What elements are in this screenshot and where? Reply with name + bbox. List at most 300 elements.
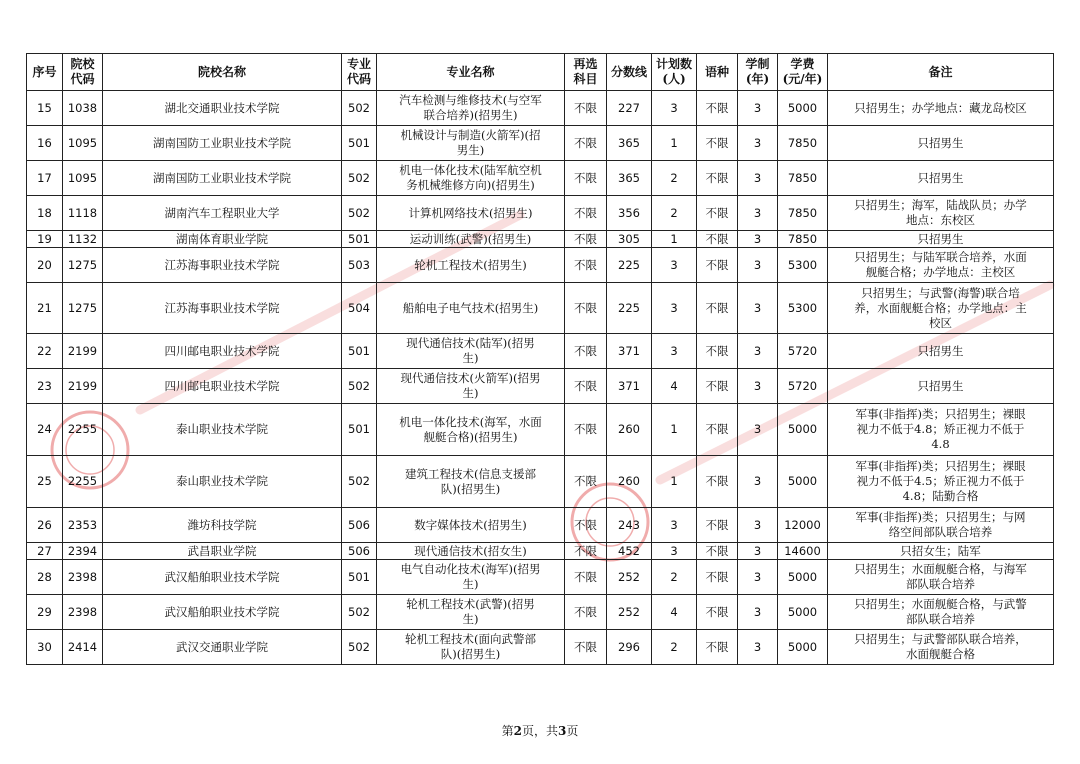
- remarks-cell: [828, 126, 1054, 161]
- seq-cell: 25: [27, 456, 63, 508]
- reselect-subject-cell: 不限: [565, 543, 607, 560]
- major-name-cell: [377, 231, 565, 248]
- table-row: [27, 508, 1054, 543]
- reselect-subject-cell: 不限: [565, 283, 607, 334]
- duration-cell: 3: [738, 126, 778, 161]
- school-name-cell: 湖南汽车工程职业大学: [103, 196, 342, 231]
- seq-cell: 18: [27, 196, 63, 231]
- remarks-cell-line: 4.8；陆勤合格: [902, 489, 979, 503]
- duration-cell: 3: [738, 404, 778, 456]
- major-name-cell-line: 队)(招男生): [440, 647, 501, 661]
- seq-cell: 24: [27, 404, 63, 456]
- table-row: [27, 231, 1054, 248]
- tuition-cell: 5000: [778, 560, 828, 595]
- language-cell: 不限: [697, 196, 738, 231]
- remarks-cell: [828, 630, 1054, 665]
- school-code-cell: 2255: [63, 404, 103, 456]
- remarks-cell-line: 只招男生；水面舰艇合格，与海军: [854, 562, 1027, 576]
- major-name-cell: [377, 508, 565, 543]
- footer-middle: 页，共: [521, 724, 558, 738]
- major-name-cell-line: 生): [462, 612, 479, 626]
- header-line: 学费: [790, 57, 815, 71]
- remarks-cell-line: 只招男生；海军，陆战队员；办学: [854, 198, 1027, 212]
- tuition-header: [778, 54, 828, 91]
- major-code-cell: 501: [342, 334, 377, 369]
- duration-cell: 3: [738, 630, 778, 665]
- reselect-subject-cell: 不限: [565, 630, 607, 665]
- major-name-cell: [377, 369, 565, 404]
- school-code-cell: 1038: [63, 91, 103, 126]
- tuition-cell: 14600: [778, 543, 828, 560]
- plan-count-cell: 2: [652, 630, 697, 665]
- major-code-cell: 506: [342, 508, 377, 543]
- score-line-cell: 243: [607, 508, 652, 543]
- language-cell: 不限: [697, 91, 738, 126]
- duration-cell: 3: [738, 161, 778, 196]
- duration-cell: 3: [738, 508, 778, 543]
- plan-count-cell: 2: [652, 560, 697, 595]
- major-code-cell: 502: [342, 196, 377, 231]
- tuition-cell: 7850: [778, 161, 828, 196]
- school-name-cell: 泰山职业技术学院: [103, 456, 342, 508]
- tuition-cell: 5000: [778, 630, 828, 665]
- remarks-cell: [828, 334, 1054, 369]
- seq-cell: 22: [27, 334, 63, 369]
- score-line-cell: 252: [607, 560, 652, 595]
- remarks-cell-line: 视力不低于4.5；矫正视力不低于: [856, 474, 1025, 488]
- tuition-cell: 5300: [778, 283, 828, 334]
- seq-cell: 17: [27, 161, 63, 196]
- seq-cell: 29: [27, 595, 63, 630]
- major-name-cell-line: 生): [462, 577, 479, 591]
- reselect-subject-cell: 不限: [565, 404, 607, 456]
- duration-cell: 3: [738, 91, 778, 126]
- school-name-header: [103, 54, 342, 91]
- school-name-cell: 湖南国防工业职业技术学院: [103, 161, 342, 196]
- header-line: 代码: [70, 72, 95, 86]
- remarks-cell-line: 校区: [929, 315, 952, 330]
- school-name-cell: 武汉交通职业学院: [103, 630, 342, 665]
- language-cell: 不限: [697, 456, 738, 508]
- seq-cell: 28: [27, 560, 63, 595]
- school-code-cell: 1095: [63, 161, 103, 196]
- remarks-cell-line: 只招男生；水面舰艇合格，与武警: [854, 597, 1027, 611]
- major-name-cell-line: 生): [462, 386, 479, 400]
- remarks-cell-line: 络空间部队联合培养: [888, 525, 993, 539]
- major-code-cell: 502: [342, 456, 377, 508]
- score-line-cell: 227: [607, 91, 652, 126]
- school-name-cell: 武汉船舶职业技术学院: [103, 560, 342, 595]
- remarks-cell: [828, 560, 1054, 595]
- remarks-cell: [828, 283, 1054, 334]
- school-code-cell: 2398: [63, 595, 103, 630]
- plan-count-cell: 3: [652, 543, 697, 560]
- header-line: (年): [745, 72, 770, 86]
- reselect-subject-cell: 不限: [565, 231, 607, 248]
- score-line-cell: 371: [607, 334, 652, 369]
- remarks-cell-line: 只招男生: [917, 343, 964, 358]
- tuition-cell: 12000: [778, 508, 828, 543]
- language-cell: 不限: [697, 508, 738, 543]
- school-code-cell: 1095: [63, 126, 103, 161]
- remarks-cell: [828, 231, 1054, 248]
- major-name-cell: [377, 91, 565, 126]
- major-code-cell: 501: [342, 560, 377, 595]
- table-row: [27, 369, 1054, 404]
- header-line: 科目: [573, 72, 598, 86]
- remarks-header: [828, 54, 1054, 91]
- major-name-cell: [377, 334, 565, 369]
- header-line: 备注: [928, 64, 953, 79]
- tuition-cell: 7850: [778, 196, 828, 231]
- remarks-cell-line: 只招男生: [917, 231, 964, 246]
- major-code-cell: 502: [342, 91, 377, 126]
- table-row: [27, 126, 1054, 161]
- remarks-cell-line: 只招男生；与陆军联合培养，水面: [854, 250, 1027, 264]
- footer-total-pages: 3: [558, 724, 567, 738]
- major-name-cell: [377, 456, 565, 508]
- remarks-cell-line: 只招男生；与武警(海警)联合培: [861, 285, 1020, 300]
- duration-cell: 3: [738, 369, 778, 404]
- score-line-cell: 371: [607, 369, 652, 404]
- plan-count-cell: 3: [652, 248, 697, 283]
- header-line: 专业: [346, 57, 371, 71]
- major-name-cell-line: 联合培养)(招男生): [423, 108, 518, 122]
- language-cell: 不限: [697, 126, 738, 161]
- tuition-cell: 7850: [778, 231, 828, 248]
- school-code-cell: 1275: [63, 248, 103, 283]
- major-name-cell: [377, 595, 565, 630]
- major-name-header: [377, 54, 565, 91]
- duration-cell: 3: [738, 334, 778, 369]
- seq-cell: 16: [27, 126, 63, 161]
- major-code-cell: 501: [342, 231, 377, 248]
- reselect-subject-cell: 不限: [565, 595, 607, 630]
- duration-header: [738, 54, 778, 91]
- school-code-cell: 2398: [63, 560, 103, 595]
- score-line-cell: 225: [607, 248, 652, 283]
- language-cell: 不限: [697, 543, 738, 560]
- major-name-cell-line: 电气自动化技术(海军)(招男: [400, 562, 541, 576]
- remarks-cell: [828, 196, 1054, 231]
- remarks-cell-line: 只招女生；陆军: [900, 543, 981, 558]
- language-cell: 不限: [697, 404, 738, 456]
- language-cell: 不限: [697, 369, 738, 404]
- major-code-cell: 502: [342, 369, 377, 404]
- footer-prefix: 第: [501, 724, 514, 738]
- major-name-cell-line: 数字媒体技术(招男生): [414, 517, 527, 532]
- score-line-cell: 260: [607, 404, 652, 456]
- major-code-header: [342, 54, 377, 91]
- school-name-cell: 四川邮电职业技术学院: [103, 369, 342, 404]
- header-line: 语种: [704, 64, 729, 79]
- major-name-cell-line: 队)(招男生): [440, 481, 501, 496]
- reselect-subject-cell: 不限: [565, 369, 607, 404]
- tuition-cell: 5000: [778, 404, 828, 456]
- school-code-header: [63, 54, 103, 91]
- reselect-subject-cell: 不限: [565, 334, 607, 369]
- plan-count-cell: 1: [652, 231, 697, 248]
- major-name-cell-line: 现代通信技术(招女生): [414, 543, 527, 558]
- school-code-cell: 1118: [63, 196, 103, 231]
- plan-count-cell: 1: [652, 456, 697, 508]
- plan-count-cell: 4: [652, 369, 697, 404]
- major-code-cell: 502: [342, 161, 377, 196]
- major-name-cell-line: 轮机工程技术(武警)(招男: [406, 597, 535, 611]
- header-line: 代码: [346, 72, 371, 86]
- major-name-cell-line: 现代通信技术(火箭军)(招男: [400, 371, 541, 385]
- table-row: [27, 334, 1054, 369]
- major-name-cell: [377, 283, 565, 334]
- major-code-cell: 501: [342, 404, 377, 456]
- header-line: 序号: [32, 64, 57, 79]
- school-code-cell: 2199: [63, 369, 103, 404]
- table-row: [27, 630, 1054, 665]
- school-name-cell: 湖南国防工业职业技术学院: [103, 126, 342, 161]
- major-name-cell-line: 机械设计与制造(火箭军)(招: [400, 128, 541, 142]
- plan-count-cell: 4: [652, 595, 697, 630]
- remarks-cell-line: 只招男生: [917, 170, 964, 185]
- reselect-subject-cell: 不限: [565, 126, 607, 161]
- major-code-cell: 504: [342, 283, 377, 334]
- school-name-cell: 泰山职业技术学院: [103, 404, 342, 456]
- language-cell: 不限: [697, 595, 738, 630]
- reselect-subject-cell: 不限: [565, 196, 607, 231]
- school-code-cell: 2255: [63, 456, 103, 508]
- footer-suffix: 页: [566, 724, 579, 738]
- admission-table: [26, 53, 1054, 665]
- major-code-cell: 506: [342, 543, 377, 560]
- remarks-cell-line: 军事(非指挥)类；只招男生；与网: [855, 510, 1026, 524]
- plan-count-cell: 1: [652, 126, 697, 161]
- duration-cell: 3: [738, 196, 778, 231]
- remarks-cell-line: 地点：东校区: [906, 213, 975, 227]
- remarks-cell-line: 水面舰艇合格: [906, 647, 975, 661]
- remarks-cell-line: 部队联合培养: [906, 612, 975, 626]
- school-name-cell: 潍坊科技学院: [103, 508, 342, 543]
- seq-cell: 21: [27, 283, 63, 334]
- major-name-cell-line: 船舶电子电气技术(招男生): [402, 300, 539, 315]
- seq-cell: 19: [27, 231, 63, 248]
- table-row: [27, 248, 1054, 283]
- remarks-cell: [828, 369, 1054, 404]
- language-cell: 不限: [697, 161, 738, 196]
- remarks-cell: [828, 508, 1054, 543]
- remarks-cell-line: 4.8: [931, 437, 950, 451]
- major-code-cell: 502: [342, 630, 377, 665]
- header-line: 专业名称: [446, 64, 495, 79]
- tuition-cell: 5000: [778, 595, 828, 630]
- major-name-cell-line: 轮机工程技术(招男生): [414, 257, 527, 272]
- score-line-header: [607, 54, 652, 91]
- reselect-subject-cell: 不限: [565, 560, 607, 595]
- language-cell: 不限: [697, 283, 738, 334]
- school-code-cell: 2353: [63, 508, 103, 543]
- major-name-cell-line: 轮机工程技术(面向武警部: [405, 632, 536, 646]
- header-line: 再选: [573, 57, 598, 71]
- remarks-cell: [828, 161, 1054, 196]
- seq-cell: 30: [27, 630, 63, 665]
- major-name-cell-line: 舰艇合格)(招男生): [423, 429, 518, 444]
- tuition-cell: 5720: [778, 334, 828, 369]
- major-name-cell-line: 男生): [456, 143, 485, 157]
- major-name-cell: [377, 126, 565, 161]
- language-cell: 不限: [697, 630, 738, 665]
- seq-cell: 27: [27, 543, 63, 560]
- remarks-cell-line: 只招男生；办学地点：藏龙岛校区: [854, 100, 1027, 115]
- major-name-cell: [377, 161, 565, 196]
- major-name-cell-line: 机电一体化技术(海军，水面: [399, 414, 542, 429]
- duration-cell: 3: [738, 456, 778, 508]
- header-line: 院校: [70, 57, 95, 71]
- seq-cell: 20: [27, 248, 63, 283]
- score-line-cell: 225: [607, 283, 652, 334]
- footer-page-number: 2: [513, 724, 522, 738]
- school-name-cell: 湖南体育职业学院: [103, 231, 342, 248]
- remarks-cell: [828, 248, 1054, 283]
- plan-count-cell: 3: [652, 508, 697, 543]
- remarks-cell-line: 只招男生: [917, 378, 964, 393]
- reselect-subject-cell: 不限: [565, 161, 607, 196]
- major-name-cell: [377, 630, 565, 665]
- plan-count-cell: 3: [652, 283, 697, 334]
- language-cell: 不限: [697, 334, 738, 369]
- score-line-cell: 260: [607, 456, 652, 508]
- duration-cell: 3: [738, 595, 778, 630]
- language-cell: 不限: [697, 231, 738, 248]
- school-code-cell: 1275: [63, 283, 103, 334]
- duration-cell: 3: [738, 560, 778, 595]
- remarks-cell-line: 只招男生: [917, 135, 964, 150]
- header-line: 计划数: [655, 57, 692, 71]
- school-name-cell: 武昌职业学院: [103, 543, 342, 560]
- duration-cell: 3: [738, 283, 778, 334]
- school-name-cell: 江苏海事职业技术学院: [103, 283, 342, 334]
- reselect-subject-cell: 不限: [565, 91, 607, 126]
- remarks-cell: [828, 543, 1054, 560]
- tuition-cell: 5720: [778, 369, 828, 404]
- duration-cell: 3: [738, 248, 778, 283]
- school-name-cell: 武汉船舶职业技术学院: [103, 595, 342, 630]
- plan-count-cell: 2: [652, 196, 697, 231]
- tuition-cell: 5000: [778, 91, 828, 126]
- major-name-cell: [377, 560, 565, 595]
- table-row: [27, 161, 1054, 196]
- remarks-cell-line: 军事(非指挥)类；只招男生；裸眼: [855, 459, 1026, 473]
- header-line: 分数线: [610, 64, 647, 79]
- score-line-cell: 305: [607, 231, 652, 248]
- seq-cell: 15: [27, 91, 63, 126]
- seq-cell: 26: [27, 508, 63, 543]
- remarks-cell: [828, 404, 1054, 456]
- table-row: [27, 543, 1054, 560]
- major-name-cell-line: 现代通信技术(陆军)(招男: [406, 336, 535, 350]
- major-name-cell: [377, 196, 565, 231]
- remarks-cell: [828, 456, 1054, 508]
- reselect-subject-cell: 不限: [565, 508, 607, 543]
- school-name-cell: 四川邮电职业技术学院: [103, 334, 342, 369]
- score-line-cell: 365: [607, 161, 652, 196]
- school-code-cell: 2199: [63, 334, 103, 369]
- major-name-cell-line: 生): [462, 351, 479, 365]
- tuition-cell: 7850: [778, 126, 828, 161]
- major-name-cell-line: 计算机网络技术(招男生): [408, 205, 533, 220]
- remarks-cell-line: 舰艇合格；办学地点：主校区: [865, 265, 1016, 279]
- major-name-cell-line: 机电一体化技术(陆军航空机: [399, 163, 542, 177]
- table-row: [27, 91, 1054, 126]
- plan-count-cell: 2: [652, 161, 697, 196]
- table-row: [27, 283, 1054, 334]
- table-row: [27, 456, 1054, 508]
- score-line-cell: 356: [607, 196, 652, 231]
- header-line: 院校名称: [197, 64, 246, 79]
- score-line-cell: 252: [607, 595, 652, 630]
- school-name-cell: 湖北交通职业技术学院: [103, 91, 342, 126]
- tuition-cell: 5300: [778, 248, 828, 283]
- reselect-subject-cell: 不限: [565, 248, 607, 283]
- reselect-subject-cell: 不限: [565, 456, 607, 508]
- remarks-cell: [828, 91, 1054, 126]
- remarks-cell-line: 部队联合培养: [906, 577, 975, 591]
- major-name-cell-line: 务机械维修方向)(招男生): [406, 178, 535, 192]
- duration-cell: 3: [738, 543, 778, 560]
- reselect-subject-header: [565, 54, 607, 91]
- major-code-cell: 501: [342, 126, 377, 161]
- seq-cell: 23: [27, 369, 63, 404]
- table-row: [27, 404, 1054, 456]
- school-code-cell: 2394: [63, 543, 103, 560]
- table-header-row: [27, 54, 1054, 91]
- major-name-cell: [377, 404, 565, 456]
- major-name-cell: [377, 543, 565, 560]
- school-code-cell: 2414: [63, 630, 103, 665]
- major-name-cell-line: 汽车检测与维修技术(与空军: [399, 93, 542, 107]
- major-code-cell: 503: [342, 248, 377, 283]
- school-code-cell: 1132: [63, 231, 103, 248]
- score-line-cell: 452: [607, 543, 652, 560]
- language-header: [697, 54, 738, 91]
- remarks-cell-line: 军事(非指挥)类；只招男生；裸眼: [855, 407, 1026, 421]
- score-line-cell: 296: [607, 630, 652, 665]
- remarks-cell-line: 视力不低于4.8；矫正视力不低于: [856, 422, 1025, 436]
- table-row: [27, 560, 1054, 595]
- table-row: [27, 196, 1054, 231]
- remarks-cell: [828, 595, 1054, 630]
- plan-count-cell: 3: [652, 91, 697, 126]
- school-name-cell: 江苏海事职业技术学院: [103, 248, 342, 283]
- major-code-cell: 502: [342, 595, 377, 630]
- remarks-cell-line: 只招男生；与武警部队联合培养，: [854, 632, 1027, 646]
- remarks-cell-line: 养，水面舰艇合格；办学地点：主: [854, 300, 1027, 315]
- seq-header: [27, 54, 63, 91]
- plan-count-cell: 3: [652, 334, 697, 369]
- duration-cell: 3: [738, 231, 778, 248]
- score-line-cell: 365: [607, 126, 652, 161]
- tuition-cell: 5000: [778, 456, 828, 508]
- header-line: (人): [662, 72, 686, 86]
- plan-count-header: [652, 54, 697, 91]
- page-footer: [0, 722, 1080, 739]
- language-cell: 不限: [697, 248, 738, 283]
- major-name-cell-line: 建筑工程技术(信息支援部: [405, 466, 536, 481]
- major-name-cell-line: 运动训练(武警)(招男生): [409, 231, 532, 246]
- plan-count-cell: 1: [652, 404, 697, 456]
- major-name-cell: [377, 248, 565, 283]
- table-row: [27, 595, 1054, 630]
- header-line: (元/年): [782, 72, 823, 86]
- header-line: 学制: [745, 57, 770, 71]
- language-cell: 不限: [697, 560, 738, 595]
